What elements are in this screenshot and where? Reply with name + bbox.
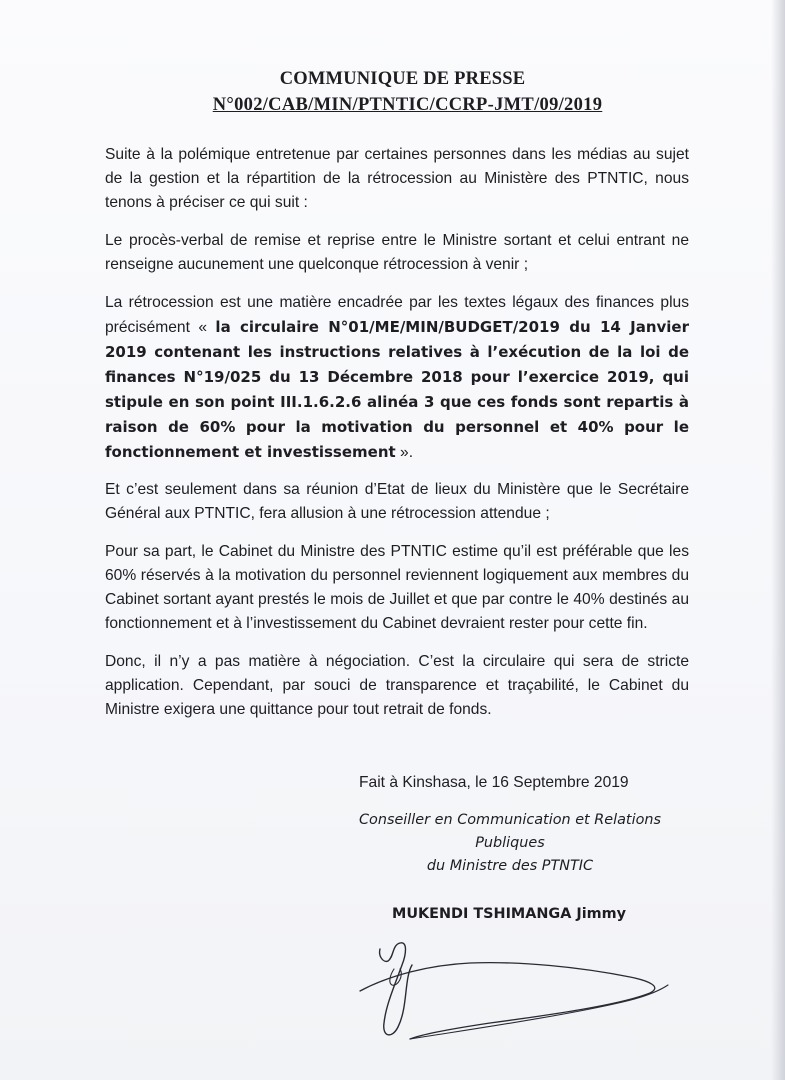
paragraph-proces-verbal: Le procès-verbal de remise et reprise entre le Ministre sortant et celui entrant ne renseigne aucunement une quelconque rétrocession à venir ; [105, 232, 689, 273]
handwritten-signature [350, 935, 680, 1055]
document-body [105, 143, 689, 736]
paragraph-conclusion: Donc, il n’y a pas matière à négociation. C’est la circulaire qui sera de stricte application. Cependant, par souci de transparence et traçabilité, le Cabinet du Ministre exigera une quittance pour tout retrait de fonds. [105, 653, 689, 718]
signer-role [340, 809, 680, 878]
paragraph-intro: Suite à la polémique entretenue par certaines personnes dans les médias au sujet de la gestion et la répartition de la rétrocession au Ministère des PTNTIC, nous tenons à préciser ce qui suit : [105, 146, 689, 211]
paragraph-circulaire [105, 291, 689, 465]
document-title: COMMUNIQUE DE PRESSE [279, 69, 526, 89]
signer-role-line2: Publiques [475, 835, 545, 851]
document-header [0, 66, 785, 118]
document-reference: N°002/CAB/MIN/PTNTIC/CCRP-JMT/09/2019 [212, 95, 603, 115]
signer-name: MUKENDI TSHIMANGA Jimmy [392, 906, 627, 922]
paragraph-circulaire-outro: ». [395, 444, 414, 461]
signer-role-line1: Conseiller en Communication et Relations [358, 812, 661, 828]
page-edge-shadow [771, 0, 785, 1080]
place-date: Fait à Kinshasa, le 16 Septembre 2019 [359, 774, 629, 791]
signer-role-line3: du Ministre des PTNTIC [426, 858, 594, 874]
paragraph-cabinet: Pour sa part, le Cabinet du Ministre des PTNTIC estime qu’il est préférable que les 60% réservés à la motivation du personnel reviennent logiquement aux membres du Cabinet sortant ayant prestés le mois de Juillet et que par contre le 40% destinés au fonctionnement et à l’investissement du Cabinet devraient rester pour cette fin. [105, 543, 689, 632]
paragraph-circulaire-intro: La rétrocession est une matière encadrée par les textes légaux des finances plus précisément « [105, 294, 689, 336]
paragraph-secretaire-general: Et c’est seulement dans sa réunion d’Etat de lieux du Ministère que le Secrétaire Général aux PTNTIC, fera allusion à une rétrocession attendue ; [105, 481, 689, 522]
paragraph-circulaire-bold: la circulaire N°01/ME/MIN/BUDGET/2019 du 14 Janvier 2019 contenant les instructions relatives à l’exécution de la loi de finances N°19/025 du 13 Décembre 2018 pour l’exercice 2019, qui stipule en son point III.1.6.2.6 alinéa 3 que ces fonds sont repartis à raison de 60% pour la motivation du personnel et 40% pour le fonctionnement et investissement [105, 318, 689, 461]
